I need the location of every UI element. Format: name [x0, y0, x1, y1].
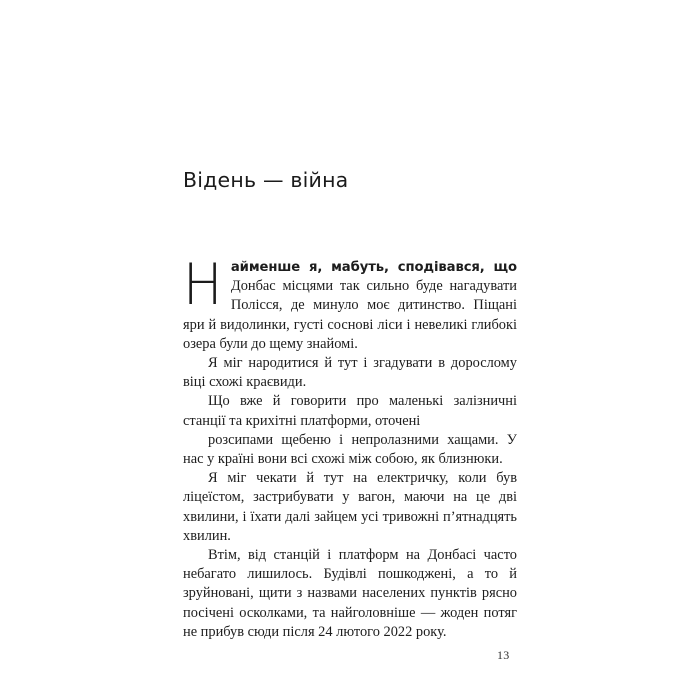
- paragraph-2: [183, 354, 517, 392]
- paragraph-3-text: Що вже й говорити про маленькі залізничні станції та крихітні платформи, оточені: [183, 393, 517, 429]
- paragraph-4: [183, 469, 517, 546]
- drop-cap: Н: [183, 252, 223, 318]
- paragraph-3: [183, 392, 517, 469]
- page-number: 13: [497, 648, 510, 662]
- lead-bold-run: айменше я, мабуть, сподівався, що: [230, 260, 517, 275]
- paragraph-3-continuation: розсипами щебеню і непролазними хащами. У нас у країні вони всі схожі між собою, як близнюки.: [183, 431, 517, 468]
- paragraph-5-text: Втім, від станцій і платформ на Донбасі часто небагато лишилось. Будівлі пошкоджені, а то й зруйновані, щити з назвами населених пунктів рясно посічені осколками, та найголовніше — жоден потяг не прибув сюди після 24 лютого 2022 року.: [183, 547, 517, 640]
- paragraph-1-text: Донбас місцями так сильно буде нагадувати Полісся, де минуло моє дитинство. Піщані яри й видолинки, густі соснові ліси і невеликі глибокі озера були до щему знайомі.: [183, 278, 517, 352]
- paragraph-2-text: Я міг народитися й тут і згадувати в дорослому віці схожі краєвиди.: [183, 355, 517, 391]
- paragraph-1: [183, 252, 517, 354]
- paragraph-5: [183, 546, 517, 642]
- page-title: Відень — війна: [183, 168, 349, 192]
- paragraph-4-text: Я міг чекати й тут на електричку, коли був ліцеїстом, застрибувати у вагон, маючи на це дві хвилини, і їхати далі зайцем усі тривожні п’ятнадцять хвилин.: [183, 470, 517, 544]
- body-text-block: [183, 252, 517, 642]
